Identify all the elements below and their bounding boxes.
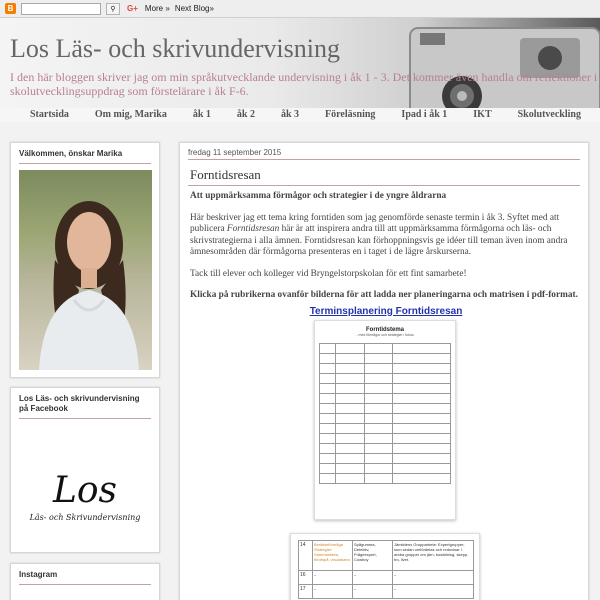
tab-skolutveckling[interactable]: Skolutveckling (517, 109, 581, 120)
google-plus-button[interactable]: G+ (127, 4, 138, 13)
tab-ak2[interactable]: åk 2 (236, 109, 255, 120)
tab-ipad[interactable]: Ipad i åk 1 (401, 109, 448, 120)
blog-header (0, 18, 600, 108)
post-title[interactable]: Forntidsresan (190, 167, 261, 182)
terminsplanering-link[interactable]: Terminsplanering Forntidsresan (309, 305, 463, 317)
post-paragraph-3: Klicka på rubrikerna ovanför bilderna för att ladda ner planeringarna och matrisen i pdf-format. (190, 290, 578, 300)
post-subtitle: Att uppmärksamma förmågor och strategier i de yngre åldrarna (190, 191, 447, 201)
tab-om-mig[interactable]: Om mig, Marika (94, 109, 167, 120)
row-number: 17 (299, 585, 313, 599)
search-icon[interactable]: ⚲ (106, 3, 120, 15)
logo-text: Los (52, 470, 118, 511)
blog-post (179, 142, 589, 600)
blogger-logo-icon[interactable]: B (5, 3, 16, 14)
navbar-search-input[interactable] (21, 3, 101, 15)
facebook-widget-title: Los Läs- och skrivundervisning på Facebook (19, 394, 151, 419)
post-paragraph-2: Tack till elever och kolleger vid Bryngelstorpskolan för ett fint samarbete! (190, 268, 467, 279)
post-body (190, 191, 582, 317)
more-menu[interactable]: More » (144, 4, 170, 13)
row-number: 14 (299, 541, 313, 571)
tab-forelasning[interactable]: Föreläsning (325, 109, 376, 120)
cell: – (313, 571, 353, 585)
profile-photo-portrait (19, 170, 152, 370)
tab-ak3[interactable]: åk 3 (280, 109, 300, 120)
profile-photo (19, 170, 152, 370)
page-tabs (0, 108, 600, 122)
cell: Berättarförmåga Strategier: Sammanfatta, förutspå, visualisera (313, 541, 353, 571)
cell: – (353, 571, 393, 585)
next-blog-link[interactable]: Next Blog» (174, 4, 214, 13)
cell: – (393, 571, 474, 585)
row-number: 16 (299, 571, 313, 585)
profile-widget-title: Välkommen, önskar Marika (19, 149, 151, 164)
planning-document-image[interactable] (314, 320, 456, 520)
cell: Spågumma, Detektiv, Frågeexpert, Cowboy (353, 541, 393, 571)
cell: – (313, 585, 353, 599)
facebook-widget (10, 387, 160, 553)
doc-title: Forntidstema (365, 327, 404, 333)
post-text: här är att inspirera andra till att uppmärksamma förmågorna och läs- och skrivstrategierna i alla ämnen. Forntidsresan kan förhoppningsvis ge idéer till teman även inom andra ämnesområden där förmågorna presenteras en i taget i de lägre årskurserna. (190, 224, 568, 257)
matrix-document-image[interactable] (290, 533, 480, 600)
divider (188, 159, 580, 160)
blog-description: I den här bloggen skriver jag om min språkutvecklande undervisning i åk 1 - 3. Det kommer även handla om reflektioner i skolutvecklingsuppdrag som förstelärare i åk F-6. (10, 70, 598, 98)
divider (188, 185, 580, 186)
blogger-navbar (0, 0, 600, 18)
doc-subtitle: - med förmågor och strategier i fokus (356, 333, 414, 337)
profile-widget (10, 142, 160, 378)
cell: – (393, 585, 474, 599)
post-paragraph-1 (190, 213, 582, 259)
instagram-widget (10, 563, 160, 600)
doc-table (319, 343, 451, 484)
post-text: Här beskriver jag ett tema kring forntiden som jag genomförde senaste termin i åk 3. Syftet med att publicera (190, 212, 560, 234)
cell: – (353, 585, 393, 599)
post-date: fredag 11 september 2015 (188, 148, 282, 157)
post-emphasis: Forntidsresan (226, 224, 280, 234)
tab-ak1[interactable]: åk 1 (192, 109, 211, 120)
instagram-widget-title: Instagram (19, 570, 151, 585)
logo-subtitle: Läs- och Skrivundervisning (29, 513, 141, 522)
blog-title[interactable]: Los Läs- och skrivundervisning (10, 34, 341, 63)
cell: Jämtidens Grupparbete: Expertgrupper; som sedan omfördelas och redovisar i andra grupper om järn, bosättning, skepp, tro, livet. (393, 541, 474, 571)
tab-startsida[interactable]: Startsida (30, 109, 69, 120)
doc2-table (298, 540, 474, 599)
tab-ikt[interactable]: IKT (473, 109, 492, 120)
